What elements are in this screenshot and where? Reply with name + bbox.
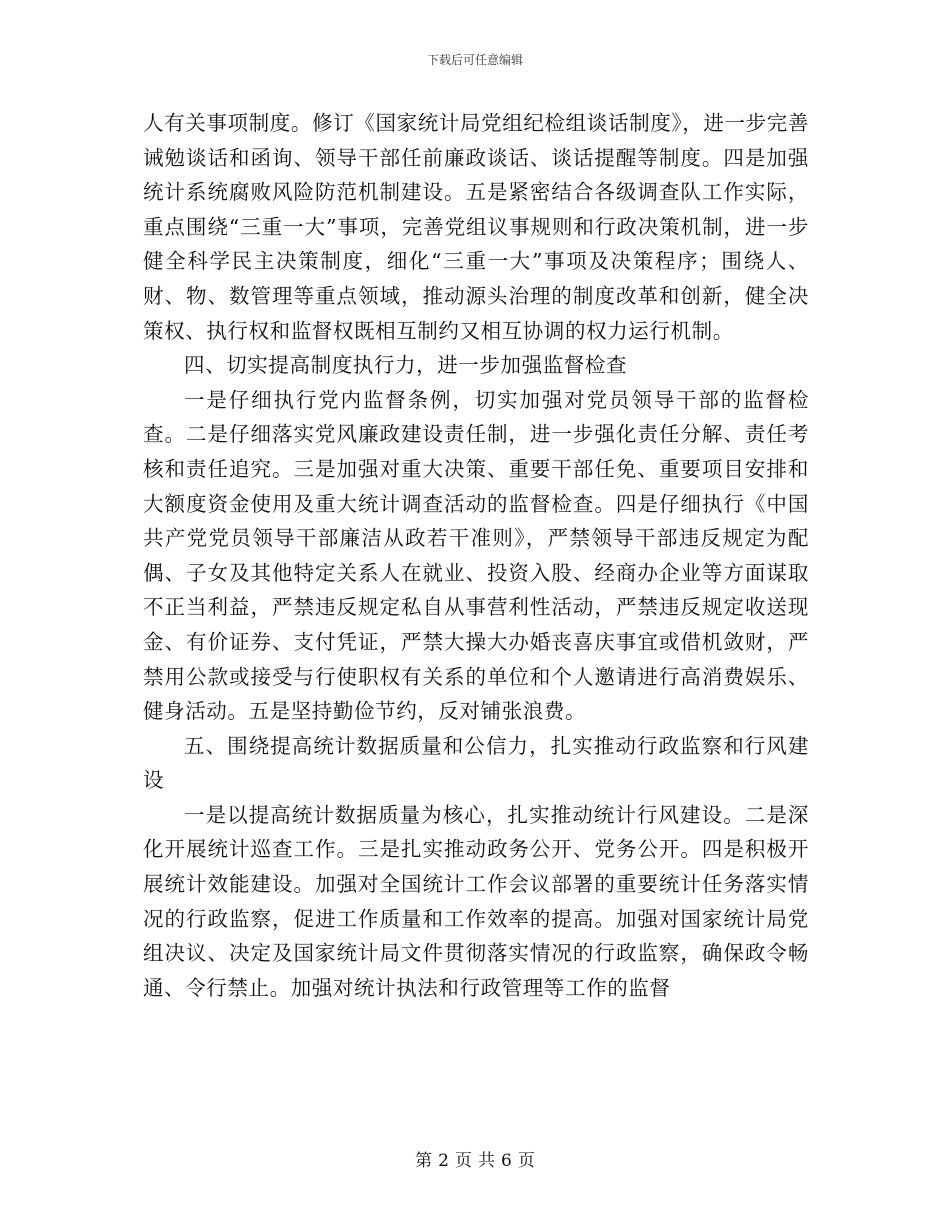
footer-suffix: 页 <box>517 1151 535 1171</box>
paragraph-section-4: 一是仔细执行党内监督条例，切实加强对党员领导干部的监督检查。二是仔细落实党风廉政建设责任制，进一步强化责任分解、责任考核和责任追究。三是加强对重大决策、重要干部任免、重要项目安排和大额度资金使用及重大统计调查活动的监督检查。四是仔细执行《中国共产党党员领导干部廉洁从政若干准则》，严禁领导干部违反规定为配偶、子女及其他特定关系人在就业、投资入股、经商办企业等方面谋取不正当利益，严禁违反规定私自从事营利性活动，严禁违反规定收送现金、有价证券、支付凭证，严禁大操大办婚丧喜庆事宜或借机敛财，严禁用公款或接受与行使职权有关系的单位和个人邀请进行高消费娱乐、健身活动。五是坚持勤俭节约，反对铺张浪费。 <box>143 387 809 724</box>
current-page-number: 2 <box>438 1151 449 1171</box>
page-header <box>0 52 950 68</box>
paragraph-continuation: 人有关事项制度。修订《国家统计局党组纪检组谈话制度》，进一步完善诫勉谈话和函询、领导干部任前廉政谈话、谈话提醒等制度。四是加强统计系统腐败风险防范机制建设。五是紧密结合各级调查队工作实际，重点围绕“三重一大”事项，完善党组议事规则和行政决策机制，进一步健全科学民主决策制度，细化“三重一大”事项及决策程序；围绕人、财、物、数管理等重点领域，推动源头治理的制度改革和创新，健全决策权、执行权和监督权既相互制约又相互协调的权力运行机制。 <box>143 111 809 343</box>
section-heading-4: 四、切实提高制度执行力，进一步加强监督检查 <box>184 353 628 378</box>
section-heading-5: 五、围绕提高统计数据质量和公信力，扎实推动行政监察和行风建设 <box>143 733 809 793</box>
footer-page-word: 页 <box>455 1151 472 1171</box>
footer-prefix: 第 <box>415 1151 433 1171</box>
footer-total-word: 共 <box>478 1151 495 1171</box>
document-body <box>143 106 809 1005</box>
paragraph-section-5: 一是以提高统计数据质量为核心，扎实推动统计行风建设。二是深化开展统计巡查工作。三是扎实推动政务公开、党务公开。四是积极开展统计效能建设。加强对全国统计工作会议部署的重要统计任务落实情况的行政监察，促进工作质量和工作效率的提高。加强对国家统计局党组决议、决定及国家统计局文件贯彻落实情况的行政监察，确保政令畅通、令行禁止。加强对统计执法和行政管理等工作的监督 <box>143 802 809 1000</box>
page-footer <box>0 1150 950 1172</box>
header-note: 下载后可任意编辑 <box>426 53 523 67</box>
total-pages-number: 6 <box>501 1151 512 1171</box>
